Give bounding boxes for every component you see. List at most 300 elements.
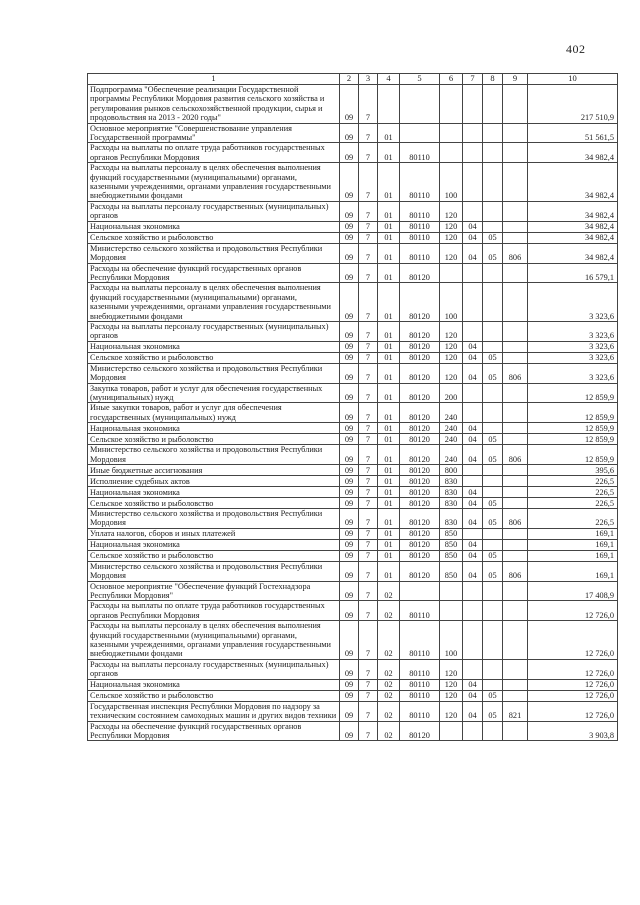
row-name: Расходы на выплаты персоналу государственных (муниципальных) органов [88, 201, 340, 221]
code-cell: 09 [340, 85, 359, 124]
code-cell: 01 [378, 561, 400, 581]
code-cell [503, 321, 528, 341]
code-cell: 01 [378, 509, 400, 529]
amount-cell: 226,5 [528, 476, 618, 487]
row-name: Иные закупки товаров, работ и услуг для обеспечения государственных (муниципальных) нужд [88, 403, 340, 423]
code-cell: 7 [359, 528, 378, 539]
code-cell: 7 [359, 423, 378, 434]
row-name: Расходы на обеспечение функций государственных органов Республики Мордовия [88, 263, 340, 283]
column-header: 8 [483, 74, 503, 85]
code-cell [483, 383, 503, 403]
amount-cell: 12 859,9 [528, 423, 618, 434]
code-cell: 850 [440, 539, 463, 550]
code-cell: 7 [359, 701, 378, 721]
code-cell: 04 [463, 509, 483, 529]
table-header-row [88, 74, 618, 85]
row-name: Сельское хозяйство и рыболовство [88, 434, 340, 445]
code-cell: 09 [340, 403, 359, 423]
table-row [88, 601, 618, 621]
row-name: Расходы на выплаты персоналу государственных (муниципальных) органов [88, 659, 340, 679]
code-cell: 80120 [400, 352, 440, 363]
code-cell: 01 [378, 423, 400, 434]
code-cell: 04 [463, 352, 483, 363]
amount-cell: 395,6 [528, 465, 618, 476]
code-cell: 01 [378, 143, 400, 163]
amount-cell: 34 982,4 [528, 243, 618, 263]
code-cell: 120 [440, 321, 463, 341]
code-cell: 80120 [400, 283, 440, 322]
code-cell: 80120 [400, 539, 440, 550]
code-cell: 05 [483, 445, 503, 465]
row-name: Расходы на выплаты по оплате труда работников государственных органов Республики Мордовия [88, 601, 340, 621]
amount-cell: 12 726,0 [528, 690, 618, 701]
code-cell [503, 123, 528, 143]
code-cell: 05 [483, 434, 503, 445]
amount-cell: 12 859,9 [528, 445, 618, 465]
code-cell [463, 85, 483, 124]
code-cell: 7 [359, 509, 378, 529]
code-cell: 01 [378, 163, 400, 202]
code-cell: 02 [378, 659, 400, 679]
code-cell: 05 [483, 701, 503, 721]
code-cell: 7 [359, 445, 378, 465]
code-cell: 09 [340, 528, 359, 539]
code-cell: 09 [340, 581, 359, 601]
code-cell [463, 321, 483, 341]
code-cell [463, 383, 483, 403]
table-row [88, 201, 618, 221]
amount-cell: 169,1 [528, 539, 618, 550]
code-cell: 7 [359, 476, 378, 487]
amount-cell: 12 726,0 [528, 621, 618, 660]
code-cell [378, 85, 400, 124]
table-row [88, 539, 618, 550]
code-cell: 7 [359, 561, 378, 581]
code-cell: 09 [340, 601, 359, 621]
row-name: Национальная экономика [88, 423, 340, 434]
row-name: Сельское хозяйство и рыболовство [88, 690, 340, 701]
code-cell: 80110 [400, 163, 440, 202]
code-cell: 05 [483, 498, 503, 509]
code-cell: 120 [440, 659, 463, 679]
code-cell: 01 [378, 498, 400, 509]
table-row [88, 341, 618, 352]
code-cell: 09 [340, 283, 359, 322]
code-cell [483, 539, 503, 550]
code-cell: 7 [359, 85, 378, 124]
code-cell [483, 221, 503, 232]
code-cell: 09 [340, 509, 359, 529]
table-row [88, 721, 618, 741]
code-cell: 80120 [400, 363, 440, 383]
row-name: Сельское хозяйство и рыболовство [88, 232, 340, 243]
row-name: Уплата налогов, сборов и иных платежей [88, 528, 340, 539]
code-cell: 80110 [400, 232, 440, 243]
row-name: Министерство сельского хозяйства и продовольствия Республики Мордовия [88, 509, 340, 529]
table-row [88, 321, 618, 341]
row-name: Министерство сельского хозяйства и продовольствия Республики Мордовия [88, 445, 340, 465]
code-cell: 7 [359, 263, 378, 283]
code-cell [503, 221, 528, 232]
code-cell: 7 [359, 690, 378, 701]
row-name: Национальная экономика [88, 679, 340, 690]
code-cell [400, 85, 440, 124]
code-cell: 09 [340, 321, 359, 341]
code-cell: 02 [378, 690, 400, 701]
row-name: Национальная экономика [88, 341, 340, 352]
table-row [88, 550, 618, 561]
code-cell: 05 [483, 509, 503, 529]
code-cell: 05 [483, 243, 503, 263]
code-cell: 01 [378, 403, 400, 423]
row-name: Национальная экономика [88, 539, 340, 550]
table-row [88, 263, 618, 283]
code-cell: 7 [359, 363, 378, 383]
code-cell: 09 [340, 561, 359, 581]
code-cell [483, 465, 503, 476]
table-row [88, 487, 618, 498]
table-row [88, 363, 618, 383]
code-cell: 09 [340, 679, 359, 690]
code-cell: 02 [378, 679, 400, 690]
amount-cell: 34 982,4 [528, 163, 618, 202]
amount-cell: 12 726,0 [528, 601, 618, 621]
code-cell: 01 [378, 528, 400, 539]
amount-cell: 17 408,9 [528, 581, 618, 601]
code-cell: 80110 [400, 221, 440, 232]
code-cell: 09 [340, 690, 359, 701]
code-cell: 806 [503, 561, 528, 581]
code-cell: 80110 [400, 201, 440, 221]
code-cell: 04 [463, 539, 483, 550]
amount-cell: 16 579,1 [528, 263, 618, 283]
code-cell: 09 [340, 232, 359, 243]
row-name: Министерство сельского хозяйства и продовольствия Республики Мордовия [88, 243, 340, 263]
code-cell: 09 [340, 143, 359, 163]
code-cell: 02 [378, 601, 400, 621]
code-cell: 80110 [400, 621, 440, 660]
code-cell: 80120 [400, 509, 440, 529]
code-cell: 09 [340, 621, 359, 660]
code-cell: 09 [340, 659, 359, 679]
table-row [88, 123, 618, 143]
code-cell [503, 232, 528, 243]
code-cell: 01 [378, 201, 400, 221]
code-cell: 7 [359, 539, 378, 550]
code-cell [483, 341, 503, 352]
code-cell: 80120 [400, 721, 440, 741]
code-cell: 04 [463, 487, 483, 498]
code-cell [463, 621, 483, 660]
code-cell [483, 321, 503, 341]
code-cell: 120 [440, 690, 463, 701]
code-cell: 04 [463, 445, 483, 465]
amount-cell: 3 903,8 [528, 721, 618, 741]
column-header: 6 [440, 74, 463, 85]
code-cell: 7 [359, 465, 378, 476]
table-row [88, 243, 618, 263]
code-cell [483, 487, 503, 498]
code-cell [440, 143, 463, 163]
table-row [88, 423, 618, 434]
code-cell: 05 [483, 690, 503, 701]
column-header: 4 [378, 74, 400, 85]
code-cell: 7 [359, 581, 378, 601]
row-name: Расходы на выплаты по оплате труда работников государственных органов Республики Мордовия [88, 143, 340, 163]
code-cell [463, 581, 483, 601]
code-cell: 80110 [400, 690, 440, 701]
code-cell [483, 721, 503, 741]
code-cell: 05 [483, 550, 503, 561]
code-cell: 09 [340, 721, 359, 741]
code-cell: 850 [440, 550, 463, 561]
code-cell: 04 [463, 434, 483, 445]
code-cell: 120 [440, 701, 463, 721]
table-row [88, 659, 618, 679]
row-name: Государственная инспекция Республики Мордовия по надзору за техническим состоянием самоходных машин и других видов техники [88, 701, 340, 721]
code-cell: 120 [440, 232, 463, 243]
code-cell: 806 [503, 243, 528, 263]
code-cell [400, 581, 440, 601]
code-cell [503, 143, 528, 163]
table-row [88, 383, 618, 403]
code-cell: 80120 [400, 383, 440, 403]
code-cell: 09 [340, 423, 359, 434]
amount-cell: 12 726,0 [528, 679, 618, 690]
code-cell: 7 [359, 123, 378, 143]
code-cell: 80110 [400, 143, 440, 163]
code-cell: 01 [378, 550, 400, 561]
code-cell: 01 [378, 341, 400, 352]
code-cell: 01 [378, 283, 400, 322]
code-cell: 806 [503, 363, 528, 383]
code-cell: 830 [440, 509, 463, 529]
code-cell: 80120 [400, 476, 440, 487]
table-row [88, 528, 618, 539]
code-cell: 02 [378, 621, 400, 660]
code-cell [463, 201, 483, 221]
row-name: Национальная экономика [88, 221, 340, 232]
code-cell: 7 [359, 232, 378, 243]
code-cell [463, 465, 483, 476]
row-name: Национальная экономика [88, 487, 340, 498]
code-cell: 09 [340, 539, 359, 550]
code-cell: 7 [359, 321, 378, 341]
code-cell: 80120 [400, 487, 440, 498]
table-row [88, 434, 618, 445]
code-cell: 01 [378, 383, 400, 403]
column-header: 1 [88, 74, 340, 85]
code-cell [483, 403, 503, 423]
code-cell: 120 [440, 363, 463, 383]
code-cell: 09 [340, 487, 359, 498]
table-row [88, 679, 618, 690]
code-cell: 7 [359, 243, 378, 263]
code-cell: 80120 [400, 423, 440, 434]
code-cell [483, 85, 503, 124]
code-cell: 120 [440, 201, 463, 221]
code-cell: 240 [440, 445, 463, 465]
row-name: Закупка товаров, работ и услуг для обеспечения государственных (муниципальных) нужд [88, 383, 340, 403]
code-cell: 04 [463, 701, 483, 721]
code-cell [503, 550, 528, 561]
code-cell: 100 [440, 163, 463, 202]
code-cell: 80120 [400, 341, 440, 352]
row-name: Расходы на обеспечение функций государственных органов Республики Мордовия [88, 721, 340, 741]
amount-cell: 34 982,4 [528, 232, 618, 243]
code-cell: 7 [359, 143, 378, 163]
code-cell: 01 [378, 263, 400, 283]
table-row [88, 561, 618, 581]
code-cell: 04 [463, 423, 483, 434]
code-cell [483, 581, 503, 601]
amount-cell: 3 323,6 [528, 363, 618, 383]
table-row [88, 581, 618, 601]
code-cell: 02 [378, 581, 400, 601]
code-cell: 7 [359, 383, 378, 403]
code-cell: 09 [340, 201, 359, 221]
code-cell: 04 [463, 550, 483, 561]
code-cell [463, 263, 483, 283]
code-cell: 01 [378, 445, 400, 465]
code-cell: 7 [359, 679, 378, 690]
code-cell: 240 [440, 403, 463, 423]
code-cell: 240 [440, 423, 463, 434]
code-cell: 7 [359, 487, 378, 498]
code-cell [503, 423, 528, 434]
table-body [88, 85, 618, 741]
row-name: Сельское хозяйство и рыболовство [88, 550, 340, 561]
code-cell: 02 [378, 701, 400, 721]
code-cell [503, 434, 528, 445]
code-cell: 09 [340, 476, 359, 487]
code-cell: 09 [340, 163, 359, 202]
amount-cell: 12 726,0 [528, 659, 618, 679]
code-cell [503, 601, 528, 621]
code-cell [463, 123, 483, 143]
code-cell: 09 [340, 550, 359, 561]
amount-cell: 51 561,5 [528, 123, 618, 143]
code-cell: 09 [340, 701, 359, 721]
code-cell: 04 [463, 690, 483, 701]
amount-cell: 34 982,4 [528, 143, 618, 163]
code-cell: 09 [340, 383, 359, 403]
code-cell: 80110 [400, 243, 440, 263]
code-cell: 09 [340, 363, 359, 383]
code-cell: 09 [340, 243, 359, 263]
code-cell [483, 283, 503, 322]
column-header: 7 [463, 74, 483, 85]
amount-cell: 226,5 [528, 487, 618, 498]
code-cell [483, 201, 503, 221]
code-cell: 7 [359, 621, 378, 660]
code-cell [483, 423, 503, 434]
code-cell [503, 690, 528, 701]
code-cell [503, 283, 528, 322]
code-cell: 01 [378, 539, 400, 550]
code-cell: 100 [440, 283, 463, 322]
code-cell: 800 [440, 465, 463, 476]
code-cell [463, 721, 483, 741]
code-cell: 80120 [400, 263, 440, 283]
code-cell: 09 [340, 341, 359, 352]
code-cell: 7 [359, 403, 378, 423]
code-cell: 120 [440, 679, 463, 690]
page-number: 402 [566, 42, 586, 56]
code-cell [483, 528, 503, 539]
amount-cell: 169,1 [528, 561, 618, 581]
code-cell: 04 [463, 221, 483, 232]
table-row [88, 701, 618, 721]
code-cell: 05 [483, 561, 503, 581]
code-cell: 04 [463, 341, 483, 352]
row-name: Иные бюджетные ассигнования [88, 465, 340, 476]
code-cell [463, 143, 483, 163]
code-cell: 01 [378, 321, 400, 341]
code-cell: 80110 [400, 701, 440, 721]
code-cell: 830 [440, 487, 463, 498]
code-cell: 120 [440, 341, 463, 352]
amount-cell: 3 323,6 [528, 352, 618, 363]
code-cell [503, 341, 528, 352]
column-header: 2 [340, 74, 359, 85]
code-cell: 05 [483, 352, 503, 363]
code-cell: 04 [463, 498, 483, 509]
code-cell [483, 476, 503, 487]
code-cell: 80120 [400, 550, 440, 561]
code-cell: 80120 [400, 321, 440, 341]
code-cell: 806 [503, 445, 528, 465]
code-cell [463, 283, 483, 322]
code-cell [483, 621, 503, 660]
code-cell: 09 [340, 352, 359, 363]
code-cell: 200 [440, 383, 463, 403]
code-cell: 7 [359, 352, 378, 363]
code-cell: 01 [378, 243, 400, 263]
code-cell: 120 [440, 352, 463, 363]
table-row [88, 476, 618, 487]
code-cell [463, 163, 483, 202]
code-cell: 7 [359, 550, 378, 561]
code-cell [503, 465, 528, 476]
code-cell [503, 679, 528, 690]
code-cell: 80110 [400, 601, 440, 621]
column-header: 9 [503, 74, 528, 85]
code-cell: 09 [340, 434, 359, 445]
code-cell: 04 [463, 679, 483, 690]
amount-cell: 217 510,9 [528, 85, 618, 124]
table-row [88, 163, 618, 202]
row-name: Министерство сельского хозяйства и продовольствия Республики Мордовия [88, 363, 340, 383]
code-cell: 850 [440, 528, 463, 539]
code-cell: 830 [440, 476, 463, 487]
code-cell: 806 [503, 509, 528, 529]
code-cell [483, 123, 503, 143]
code-cell: 01 [378, 487, 400, 498]
code-cell: 120 [440, 221, 463, 232]
code-cell: 7 [359, 283, 378, 322]
code-cell [440, 601, 463, 621]
code-cell: 80120 [400, 434, 440, 445]
row-name: Подпрограмма "Обеспечение реализации Государственной программы Республики Мордовия развития сельского хозяйства и регулирования рынков сельскохозяйственной продукции, сырья и продовольствия на 2013 - 2020 годы" [88, 85, 340, 124]
code-cell: 7 [359, 221, 378, 232]
row-name: Основное мероприятие "Обеспечение функций Гостехнадзора Республики Мордовия" [88, 581, 340, 601]
row-name: Расходы на выплаты персоналу государственных (муниципальных) органов [88, 321, 340, 341]
row-name: Министерство сельского хозяйства и продовольствия Республики Мордовия [88, 561, 340, 581]
table-row [88, 85, 618, 124]
code-cell: 09 [340, 498, 359, 509]
amount-cell: 3 323,6 [528, 341, 618, 352]
